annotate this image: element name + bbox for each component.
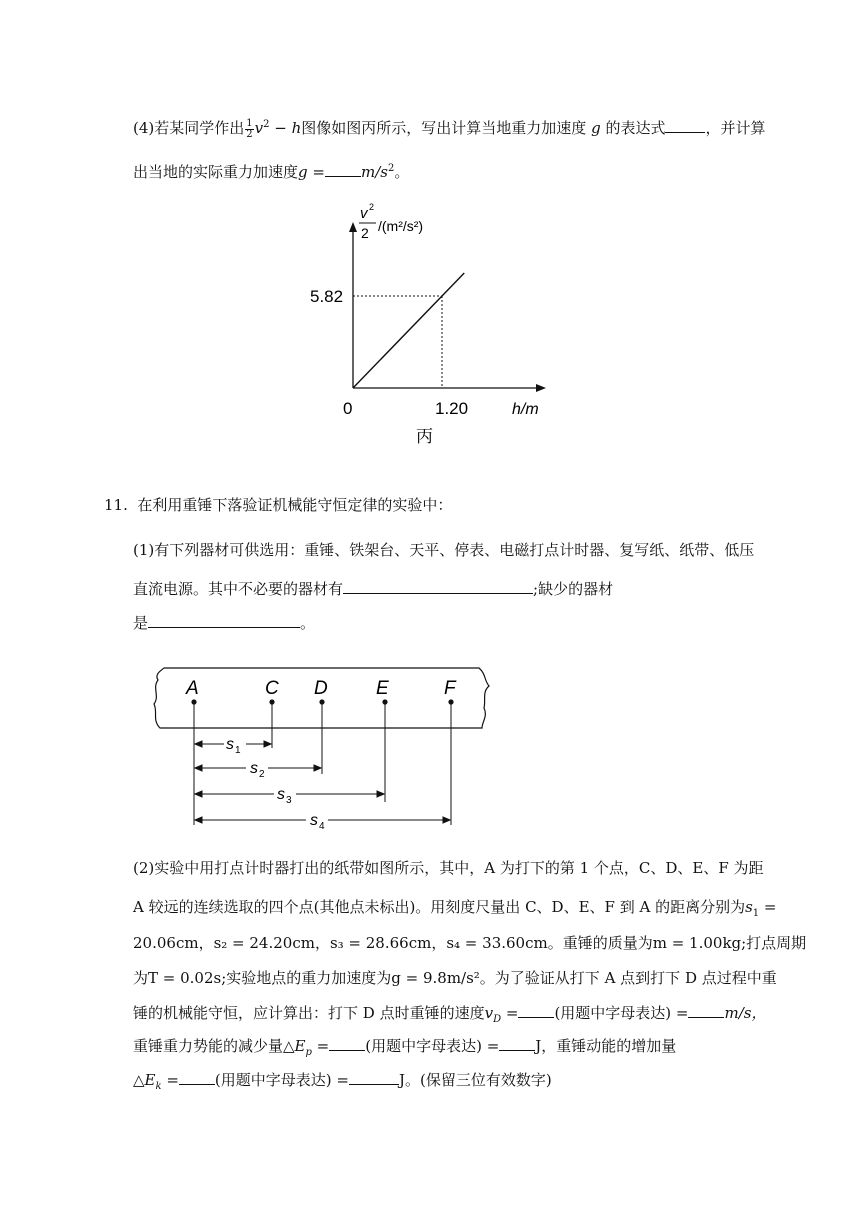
y-axis-label-exp: 2	[369, 202, 375, 212]
origin-label: 0	[343, 399, 353, 418]
q11-p2-line7: $\triangle E_k$ = (用题中字母表达) = J。(保留三位有效数字)	[133, 1071, 552, 1092]
label-s2: s	[250, 760, 258, 777]
label-s1-sub: 1	[235, 745, 241, 756]
answer-blank-unnecessary[interactable]	[343, 579, 533, 594]
q11-p2-line4: 为T = 0.02s;实验地点的重力加速度为g = 9.8m/s²。为了验证从打下 A 点到打下 D 点过程中重	[133, 969, 777, 987]
point-label-c: C	[265, 678, 279, 699]
point-label-a: A	[186, 678, 199, 699]
label-s3-sub: 3	[286, 795, 292, 806]
chart-caption: 丙	[416, 427, 433, 446]
answer-blank-ep-value[interactable]	[499, 1036, 535, 1051]
label-s4: s	[310, 812, 318, 829]
paper-tape-diagram	[146, 660, 496, 830]
label-s2-sub: 2	[259, 769, 265, 780]
q11-p1-line2: 直流电源。其中不必要的器材有 ;缺少的器材	[133, 580, 614, 598]
q4-line2: 出当地的实际重力加速度$g = m/s^2$。	[133, 163, 410, 181]
answer-blank-ek-value[interactable]	[349, 1070, 399, 1085]
fraction-half: $\frac{1}{2}$	[246, 117, 253, 140]
answer-blank-g-expression[interactable]	[665, 118, 705, 133]
point-label-e: E	[376, 678, 389, 699]
y-axis-arrow	[349, 222, 357, 232]
y-tick-label: 5.82	[310, 287, 344, 306]
q11-p2-line2: A 较远的连续选取的四个点(其他点未标出)。用刻度尺量出 C、D、E、F 到 A 的距离分别为$s_1$ =	[133, 898, 777, 919]
point-label-f: F	[444, 678, 456, 699]
series-line	[353, 273, 464, 388]
y-axis-label-den: 2	[361, 225, 369, 241]
label-s3: s	[277, 786, 285, 803]
y-axis-label-num: v	[360, 205, 368, 222]
label-s1: s	[226, 736, 234, 753]
y-axis-unit: /(m²/s²)	[378, 218, 424, 234]
q11-p2-line3: 20.06cm，s₂ = 24.20cm，s₃ = 28.66cm，s₄ = 33.60cm。重锤的质量为m = 1.00kg;打点周期	[133, 934, 807, 952]
x-tick-label: 1.20	[435, 399, 469, 418]
q11-p1-line3: 是 。	[133, 614, 316, 632]
q11-p2-line5: 锤的机械能守恒，应计算出：打下 D 点时重锤的速度$v_D$ = (用题中字母表达) = m/s，	[133, 1004, 767, 1025]
label-s4-sub: 4	[319, 821, 325, 830]
x-axis-arrow	[536, 384, 546, 392]
q4-line1: (4)若某同学作出 $\frac{1}{2}$ $v^2 - h$图像如图丙所示，写出计算当地重力加速度 g 的表达式 ，并计算	[133, 117, 766, 140]
chart-v2-h	[300, 198, 560, 453]
q11-stem-line	[104, 494, 452, 516]
question-number: 11.	[104, 496, 128, 514]
point-label-d: D	[314, 678, 328, 699]
q11-p2-line6: 重锤重力势能的减少量$\triangle E_p$ = (用题中字母表达) = J，重锤动能的增加量	[133, 1037, 677, 1058]
answer-blank-ek-expression[interactable]	[179, 1070, 215, 1085]
answer-blank-vd-value[interactable]	[688, 1003, 724, 1018]
answer-blank-vd-expression[interactable]	[518, 1003, 554, 1018]
x-axis-label: h/m	[512, 401, 539, 418]
q11-p2-line1: (2)实验中用打点计时器打出的纸带如图所示，其中，A 为打下的第 1 个点，C、D、E、F 为距	[133, 859, 764, 877]
question-stem: 在利用重锤下落验证机械能守恒定律的实验中：	[137, 496, 453, 514]
q11-p1-line1: (1)有下列器材可供选用：重锤、铁架台、天平、停表、电磁打点计时器、复写纸、纸带、低压	[133, 541, 755, 559]
answer-blank-ep-expression[interactable]	[329, 1036, 365, 1051]
answer-blank-g-value[interactable]	[325, 162, 361, 177]
answer-blank-missing[interactable]	[148, 613, 300, 628]
